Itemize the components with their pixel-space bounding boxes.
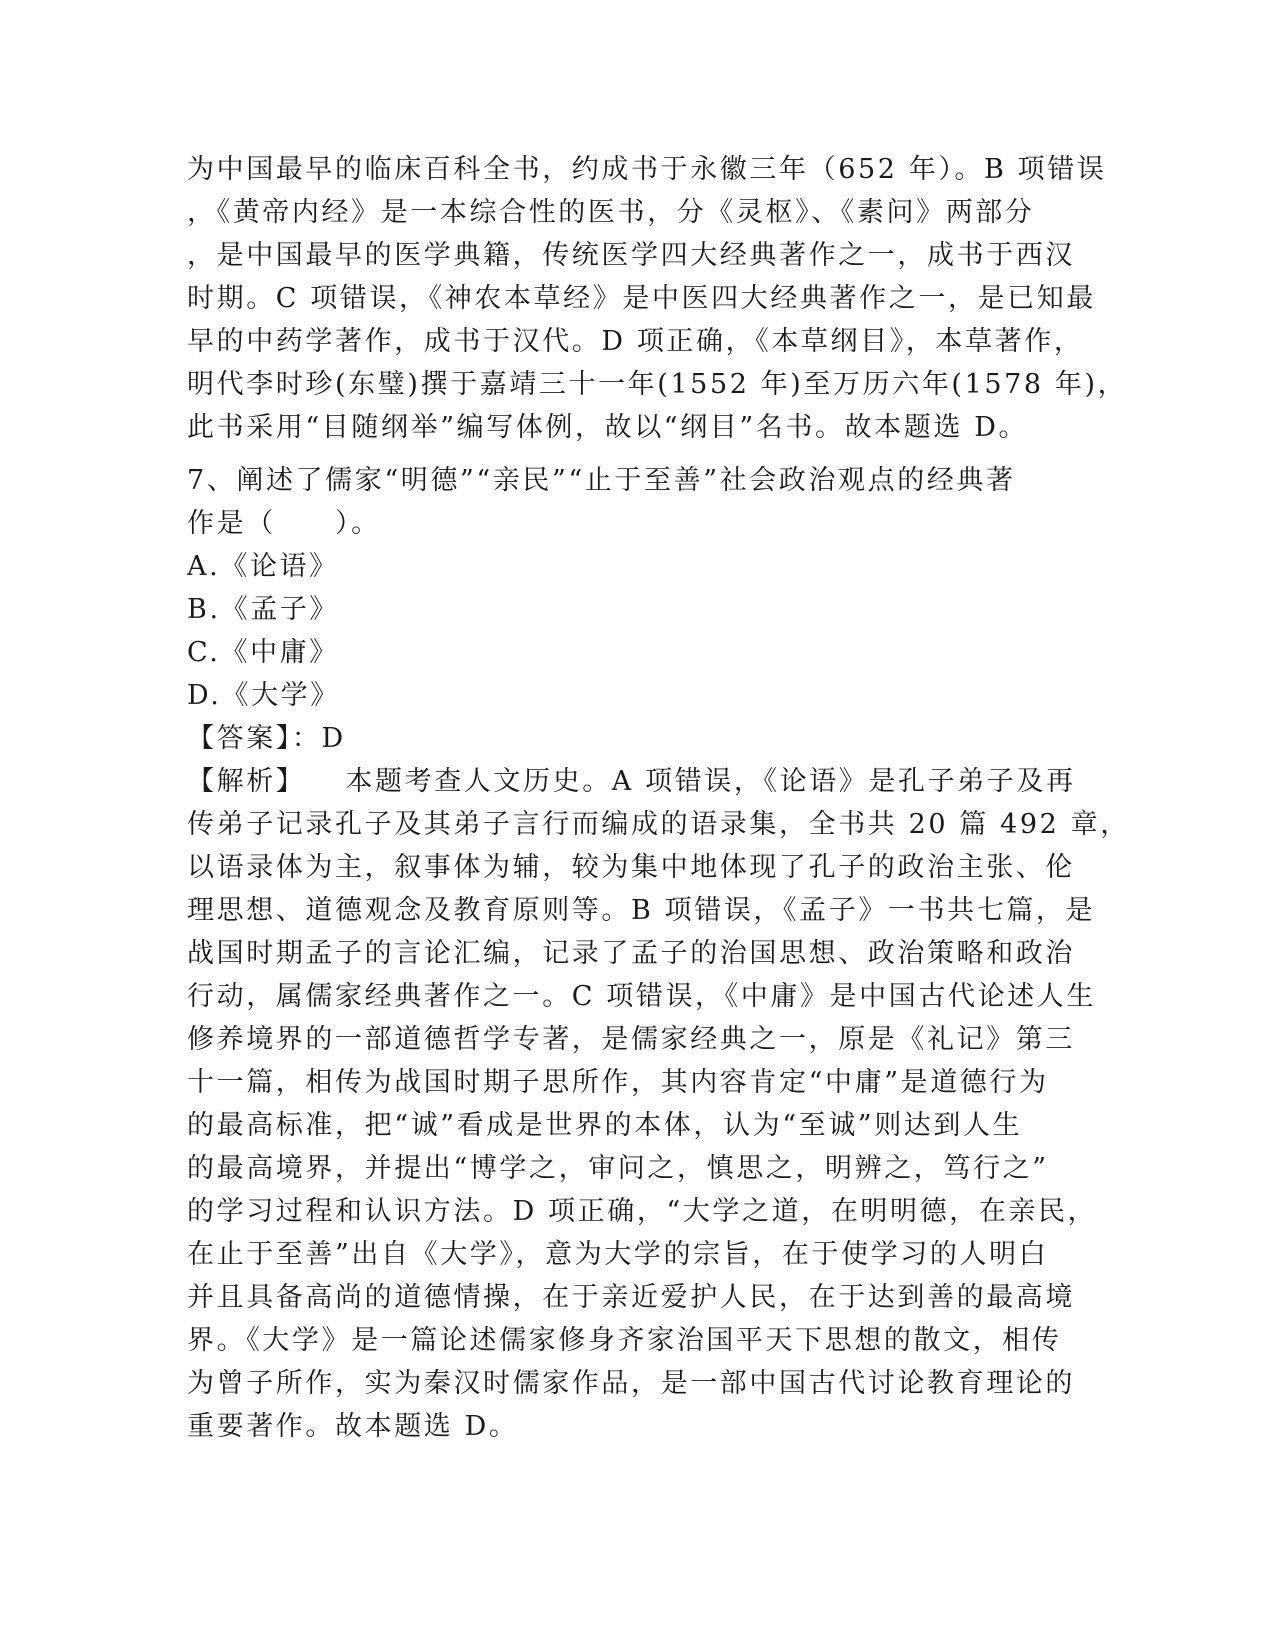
option-a: A.《论语》: [187, 551, 339, 582]
analysis-first-line: [187, 760, 1087, 803]
analysis-line: 重要著作。故本题选 D。: [187, 1411, 519, 1442]
analysis-line: 修养境界的一部道德哲学专著，是儒家经典之一，原是《礼记》第三: [187, 1024, 1075, 1055]
analysis-line: 十一篇，相传为战国时期子思所作，其内容肯定“中庸”是道德行为: [187, 1067, 1049, 1098]
analysis-label: 【解析】: [187, 766, 306, 797]
option-d: D.《大学》: [187, 680, 340, 711]
document-page: [187, 148, 1130, 1448]
text-line: 此书采用“目随纲举”编写体例，故以“纲目”名书。故本题选 D。: [187, 412, 1029, 443]
question-7: [187, 459, 1130, 1448]
analysis-line: 在止于至善”出自《大学》，意为大学的宗旨，在于使学习的人明白: [187, 1239, 1049, 1270]
answer-value: ：D: [291, 723, 346, 754]
analysis-line: 为曾子所作，实为秦汉时儒家作品，是一部中国古代讨论教育理论的: [187, 1368, 1075, 1399]
analysis-line: 战国时期孟子的言论汇编，记录了孟子的治国思想、政治策略和政治: [187, 938, 1075, 969]
analysis-line: 的学习过程和认识方法。D 项正确，“大学之道，在明明德，在亲民，: [187, 1196, 1098, 1227]
analysis-line: 理思想、道德观念及教育原则等。B 项错误，《孟子》一书共七篇，是: [187, 895, 1096, 926]
analysis-line: 的最高标准，把“诚”看成是世界的本体，认为“至诚”则达到人生: [187, 1110, 1023, 1141]
previous-explanation: [187, 148, 1128, 449]
analysis-line: 的最高境界，并提出“博学之，审问之，慎思之，明辨之，笃行之”: [187, 1153, 1049, 1184]
option-c: C.《中庸》: [187, 637, 339, 668]
analysis-line: 界。《大学》是一篇论述儒家修身齐家治国平天下思想的散文，相传: [187, 1325, 1062, 1356]
analysis-line: 以语录体为主，叙事体为辅，较为集中地体现了孔子的政治主张、伦: [187, 852, 1075, 883]
analysis-line: 行动，属儒家经典著作之一。C 项错误，《中庸》是中国古代论述人生: [187, 981, 1096, 1012]
text-line: 时期。C 项错误，《神农本草经》是中医四大经典著作之一，是已知最: [187, 283, 1096, 314]
option-b: B.《孟子》: [187, 594, 340, 625]
text-line: ，《黄帝内经》是一本综合性的医书，分《灵枢》、《素问》两部分: [187, 197, 1035, 228]
question-stem-line: 7、阐述了儒家“明德”“亲民”“止于至善”社会政治观点的经典著: [187, 465, 1016, 496]
question-stem-line: 作是（ ）。: [187, 508, 381, 539]
analysis-text: 本题考查人文历史。A 项错误，《论语》是孔子弟子及再: [345, 766, 1076, 797]
analysis-line: 传弟子记录孔子及其弟子言行而编成的语录集，全书共 20 篇 492 章，: [187, 809, 1130, 840]
text-line: 早的中药学著作，成书于汉代。D 项正确，《本草纲目》，本草著作，: [187, 326, 1084, 357]
text-line: ，是中国最早的医学典籍，传统医学四大经典著作之一，成书于西汉: [187, 240, 1075, 271]
answer-line: [187, 717, 1087, 760]
text-line: 明代李时珍(东璧)撰于嘉靖三十一年(1552 年)至万历六年(1578 年)，: [187, 369, 1128, 400]
text-line: 为中国最早的临床百科全书，约成书于永徽三年（652 年）。B 项错误: [187, 154, 1107, 185]
analysis-line: 并且具备高尚的道德情操，在于亲近爱护人民，在于达到善的最高境: [187, 1282, 1075, 1313]
answer-label: 【答案】: [187, 723, 292, 754]
